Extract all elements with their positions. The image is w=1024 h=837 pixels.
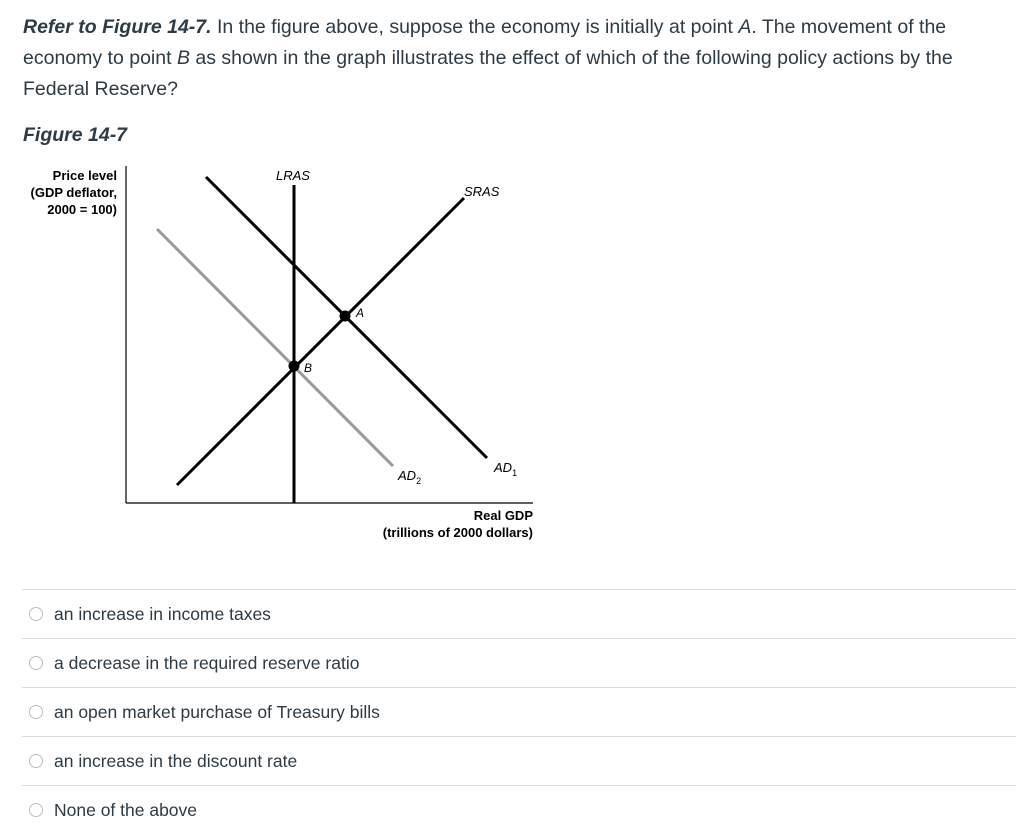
question-reference: Refer to Figure 14-7. — [23, 16, 212, 38]
answer-list — [22, 589, 1016, 834]
ad2-curve — [157, 229, 393, 466]
answer-option[interactable] — [22, 736, 1016, 785]
point-a-marker — [340, 311, 351, 322]
sras-label: SRAS — [464, 184, 500, 199]
point-a-label: A — [356, 306, 365, 320]
point-b-label: B — [304, 361, 313, 375]
answer-option[interactable] — [22, 687, 1016, 736]
answer-label: a decrease in the required reserve ratio — [54, 652, 360, 673]
ad2-label: $AD_2$ — [398, 468, 422, 486]
answer-label: an increase in income taxes — [54, 603, 271, 624]
x-axis-label-line2: (trillions of 2000 dollars) — [382, 525, 533, 540]
radio-button[interactable] — [29, 607, 43, 621]
y-axis-label-line1: Price level — [52, 168, 117, 183]
radio-button[interactable] — [29, 656, 43, 670]
figure-title: Figure 14-7 — [23, 124, 128, 146]
radio-button[interactable] — [29, 754, 43, 768]
ad1-label: $AD_1$ — [494, 460, 518, 478]
lras-label: LRAS — [276, 168, 310, 183]
answer-label: an increase in the discount rate — [54, 750, 298, 771]
answer-option[interactable] — [22, 785, 1016, 834]
figure-14-7 — [0, 160, 560, 560]
y-axis-label-line2: (GDP deflator, — [30, 185, 117, 200]
question-point-b: B — [176, 47, 190, 69]
sras-curve — [177, 198, 464, 485]
y-axis-label-line3: 2000 = 100) — [47, 202, 117, 217]
answer-option[interactable] — [22, 638, 1016, 687]
question-text — [23, 12, 1018, 105]
answer-label: an open market purchase of Treasury bills — [54, 701, 380, 722]
radio-button[interactable] — [29, 705, 43, 719]
question-text-part2: . The movement of the economy to point — [23, 16, 947, 69]
x-axis-label-line1: Real GDP — [473, 508, 533, 523]
point-b-marker — [289, 361, 300, 372]
radio-button[interactable] — [29, 803, 43, 817]
question-text-part1: In the figure above, suppose the economy is initially at point — [211, 16, 739, 38]
answer-label: None of the above — [54, 799, 198, 820]
question-text-part3: as shown in the graph illustrates the effect of which of the following policy actions by the Federal Reserve? — [23, 47, 953, 100]
answer-option[interactable] — [22, 589, 1016, 638]
question-point-a: A — [738, 16, 752, 38]
